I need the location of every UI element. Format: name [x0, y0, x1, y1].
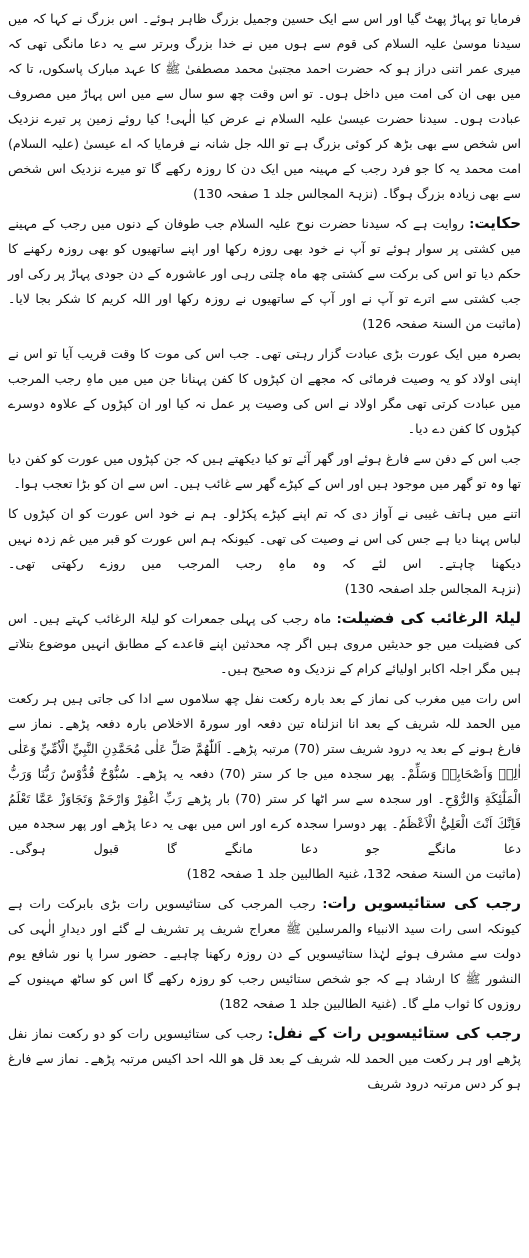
paragraph-27th-night-nafl: رجب کی ستائیسویں رات کے نفل: رجب کی ستائیسویں رات کو دو رکعت نماز نفل پڑھے اور ہر رکعت میں الحمد للہ شریف کے بعد قل ھو اللہ احد اکیس مرتبہ پڑھے۔ نماز سے فارغ ہو کر دس مرتبہ درود شریف — [8, 1024, 522, 1091]
section-heading: لیلۃ الرغائب کی فضیلت — [341, 609, 521, 627]
paragraph-hikayat-nuh: حکایت: روایت ہے کہ سیدنا حضرت نوح علیہ السلام جب طوفان کے دنوں میں رجب کے مہینے میں کشتی پر سوار ہوئے تو آپ نے خود بھی روزہ رکھا اور اپنے ساتھیوں کو بھی روزہ رکھنے کا حکم دیا تو اس کی برکت سے کشتی چھ ماہ چلتی رہی اور عاشورہ کے دن جودی پہاڑ پر رکی اور جب کشتی سے اترے تو آپ نے اور آپ کے ساتھیوں نے روزہ رکھا اور اللہ کریم کا شکر بجا لایا۔ (ماثبت من السنۃ صفحہ 126) — [8, 214, 522, 331]
paragraph-text: روایت ہے کہ سیدنا حضرت نوح علیہ السلام جب طوفان کے دنوں میں رجب کے مہینے میں کشتی پر سوار ہوئے تو آپ نے خود بھی روزہ رکھا اور اپنے ساتھیوں کو بھی روزہ رکھنے کا حکم دیا تو اس کی برکت سے کشتی چھ ماہ چلتی رہی اور عاشورہ کے دن جودی پہاڑ پر رکی اور جب کشتی سے اترے تو آپ نے اور آپ کے ساتھیوں نے روزہ رکھا اور اللہ کریم کا شکر بجا لایا۔ — [8, 216, 521, 306]
paragraph-text: ۔ پھر سجدہ میں جا کر ستر (70) دفعہ یہ پڑھے۔ — [134, 766, 408, 781]
paragraph-mountain-elder — [8, 6, 521, 206]
reference-citation: (ماثبت من السنۃ صفحہ 132، غنیۃ الطالبین جلد 1 صفحہ 182) — [186, 866, 521, 881]
paragraph-text: فرمایا تو پہاڑ پھٹ گیا اور اس سے ایک حسین وجمیل بزرگ ظاہر ہوئے۔ اس بزرگ نے کہا کہ میں سیدنا موسیٰ علیہ السلام کی قوم سے ہوں میں نے خدا بزرگ وبرتر سے یہ دعا مانگی تھی کہ میری عمر اتنی دراز ہو کہ حضرت احمد مجتبیٰ محمد مصطفیٰ ﷺ کا عہد مبارک پاسکوں، تا کہ میں بھی ان کی امت میں داخل ہوں۔ تو اس وقت چھ سو سال سے میں اس پہاڑ میں مصروف عبادت ہوں۔ سیدنا حضرت عیسیٰ علیہ السلام نے عرض کیا الٰہی! کیا روئے زمین پر تیرے نزدیک اس شخص سے بھی بڑھ کر کوئی بزرگ ہے تو اللہ جل شانہ نے فرمایا کہ اے عیسیٰ (علیہ السلام) امت محمد یہ کا جو فرد رجب کے مہینہ میں ایک دن کا روزہ رکھے گا تو میرے نزدیک اس شخص سے بھی زیادہ بزرگ ہوگا۔ — [8, 11, 521, 201]
reference-citation: (نزہۃ المجالس جلد 1 صفحہ 130) — [193, 186, 378, 201]
paragraph-text: ماہ رجب کی پہلی جمعرات کو لیلۃ الرغائب کہتے ہیں۔ اس کی فضیلت میں جو حدیثیں مروی ہیں اگر چہ محدثین اپنے قاعدے کے مطابق انہیں موضوع بتلاتے ہیں مگر اجلہ اکابر اولیائے کرام کے نزدیک وہ صحیح ہیں۔ — [8, 611, 521, 676]
arabic-dua: رَبِّ اغْفِرْ وَارْحَمْ وَتَجَاوَزْ عَمَّا تَعْلَمُ فَاِنَّكَ اَنْتَ الْعَلِيُّ الْاَعْظَمُ — [8, 791, 522, 831]
paragraph-text: جب اس کے دفن سے فارغ ہوئے اور گھر آئے تو کیا دیکھتے ہیں کہ جن کپڑوں میں عورت کو کفن دیا تھا وہ تو گھر میں موجود ہیں اور اس کے کپڑے گھر سے غائب ہیں۔ اس سے ان کو بڑا تعجب ہوا۔ — [8, 451, 521, 491]
paragraph-text: بصرہ میں ایک عورت بڑی عبادت گزار رہتی تھی۔ جب اس کی موت کا وقت قریب آیا تو اس نے اپنی اولاد کو یہ وصیت فرمائی کہ مجھے ان کپڑوں کا کفن پہنانا جن میں میں ماہِ رجب المرجب میں عبادت کرتی تھی مگر اولاد نے اس کی وصیت پر عمل نہ کیا اور ان کپڑوں کے علاوہ دوسرے کپڑوں کا کفن دے دیا۔ — [8, 346, 521, 436]
paragraph-text: ۔ اور سجدہ سے سر اٹھا کر ستر (70) بار پڑھے — [186, 791, 445, 806]
paragraph-text: ۔ پھر دوسرا سجدہ کرے اور اس میں بھی یہ دعا پڑھے اور پھر سجدہ میں دعا مانگے جو دعا مانگے گا قبول ہوگی۔ — [8, 816, 521, 856]
section-heading: رجب کی ستائیسویں رات — [327, 894, 521, 912]
paragraph-text: رجب المرجب کی ستائیسویں رات بڑی بابرکت رات ہے کیونکہ اسی رات سید الانبیاء والمرسلین ﷺ معراج شریف پر تشریف لے گئے اور دیدارِ الٰہی کی دولت سے مشرف ہوئے لہٰذا ستائیسویں کے دن روزہ رکھنا چاہیے۔ حضور سرا پا نور شافع یوم النشور ﷺ کا ارشاد ہے کہ جو شخص ستائیس رجب کو روزہ رکھے گا اس کو ساٹھ مہینوں کے روزوں کا ثواب ملے گا۔ — [8, 896, 521, 1011]
paragraph-night-prayer — [8, 686, 521, 886]
paragraph-lailat-ul-raghaib: لیلۃ الرغائب کی فضیلت: ماہ رجب کی پہلی جمعرات کو لیلۃ الرغائب کہتے ہیں۔ اس کی فضیلت میں جو حدیثیں مروی ہیں اگر چہ محدثین اپنے قاعدے کے مطابق انہیں موضوع بتلاتے ہیں مگر اجلہ اکابر اولیائے کرام کے نزدیک وہ صحیح ہیں۔ — [8, 609, 521, 676]
section-heading: حکایت — [474, 214, 522, 232]
reference-citation: (نزہۃ المجالس جلد اصفحہ 130) — [344, 581, 521, 596]
paragraph-hatif-ghaibi — [8, 501, 521, 601]
paragraph-text: رجب کی ستائیسویں رات کو دو رکعت نماز نفل پڑھے اور ہر رکعت میں الحمد للہ شریف کے بعد قل ھو اللہ احد اکیس مرتبہ پڑھے۔ نماز سے فارغ ہو کر دس مرتبہ درود شریف — [8, 1026, 521, 1091]
paragraph-burial-return — [8, 446, 521, 496]
section-heading: رجب کی ستائیسویں رات کے نفل — [272, 1024, 522, 1042]
reference-citation: (غنیۃ الطالبین جلد 1 صفحہ 182) — [219, 996, 397, 1011]
arabic-tasbih: سُبُّوْحٌ قُدُّوْسٌ رَبُّنَا وَرَبُّ الْمَلٰٓئِكَةِ وَالرُّوْحِ — [8, 766, 521, 806]
paragraph-basra-woman — [8, 341, 521, 441]
arabic-durood: اَللّٰهُمَّ صَلِّ عَلٰى مُحَمَّدِنِ النَّبِيِّ الْاُمِّيِّ وَعَلٰى اٰلِهٖ وَاَصْحَابِهٖ وَسَلِّمْ — [8, 741, 521, 781]
paragraph-27th-night: رجب کی ستائیسویں رات: رجب المرجب کی ستائیسویں رات بڑی بابرکت رات ہے کیونکہ اسی رات سید الانبیاء والمرسلین ﷺ معراج شریف پر تشریف لے گئے اور دیدارِ الٰہی کی دولت سے مشرف ہوئے لہٰذا ستائیسویں کے دن روزہ رکھنا چاہیے۔ حضور سرا پا نور شافع یوم النشور ﷺ کا ارشاد ہے کہ جو شخص ستائیس رجب کو روزہ رکھے گا اس کو ساٹھ مہینوں کے روزوں کا ثواب ملے گا۔ (غنیۃ الطالبین جلد 1 صفحہ 182) — [8, 894, 521, 1011]
paragraph-text: اتنے میں ہاتف غیبی نے آواز دی کہ تم اپنے کپڑے پکڑلو۔ ہم نے خود اس عورت کو ان کپڑوں کا لباس پہنا دیا ہے جس کی اس نے وصیت کی تھی۔ کیونکہ ہم اس عورت کو قبر میں غم زدہ نہیں دیکھنا چاہتے۔ اس لئے کہ وہ ماہِ رجب المرجب میں روزے رکھتی تھی۔ — [8, 506, 521, 571]
paragraph-text: اس رات میں مغرب کی نماز کے بعد بارہ رکعت نفل چھ سلاموں سے ادا کی جاتی ہیں ہر رکعت میں الحمد للہ شریف کے بعد انا انزلناہ تین دفعہ اور سورۃ الاخلاص بارہ دفعہ پڑھے۔ نماز سے فارغ ہونے کے بعد یہ درود شریف ستر (70) مرتبہ پڑھے۔ — [8, 691, 521, 756]
reference-citation: (ماثبت من السنۃ صفحہ 126) — [362, 316, 521, 331]
